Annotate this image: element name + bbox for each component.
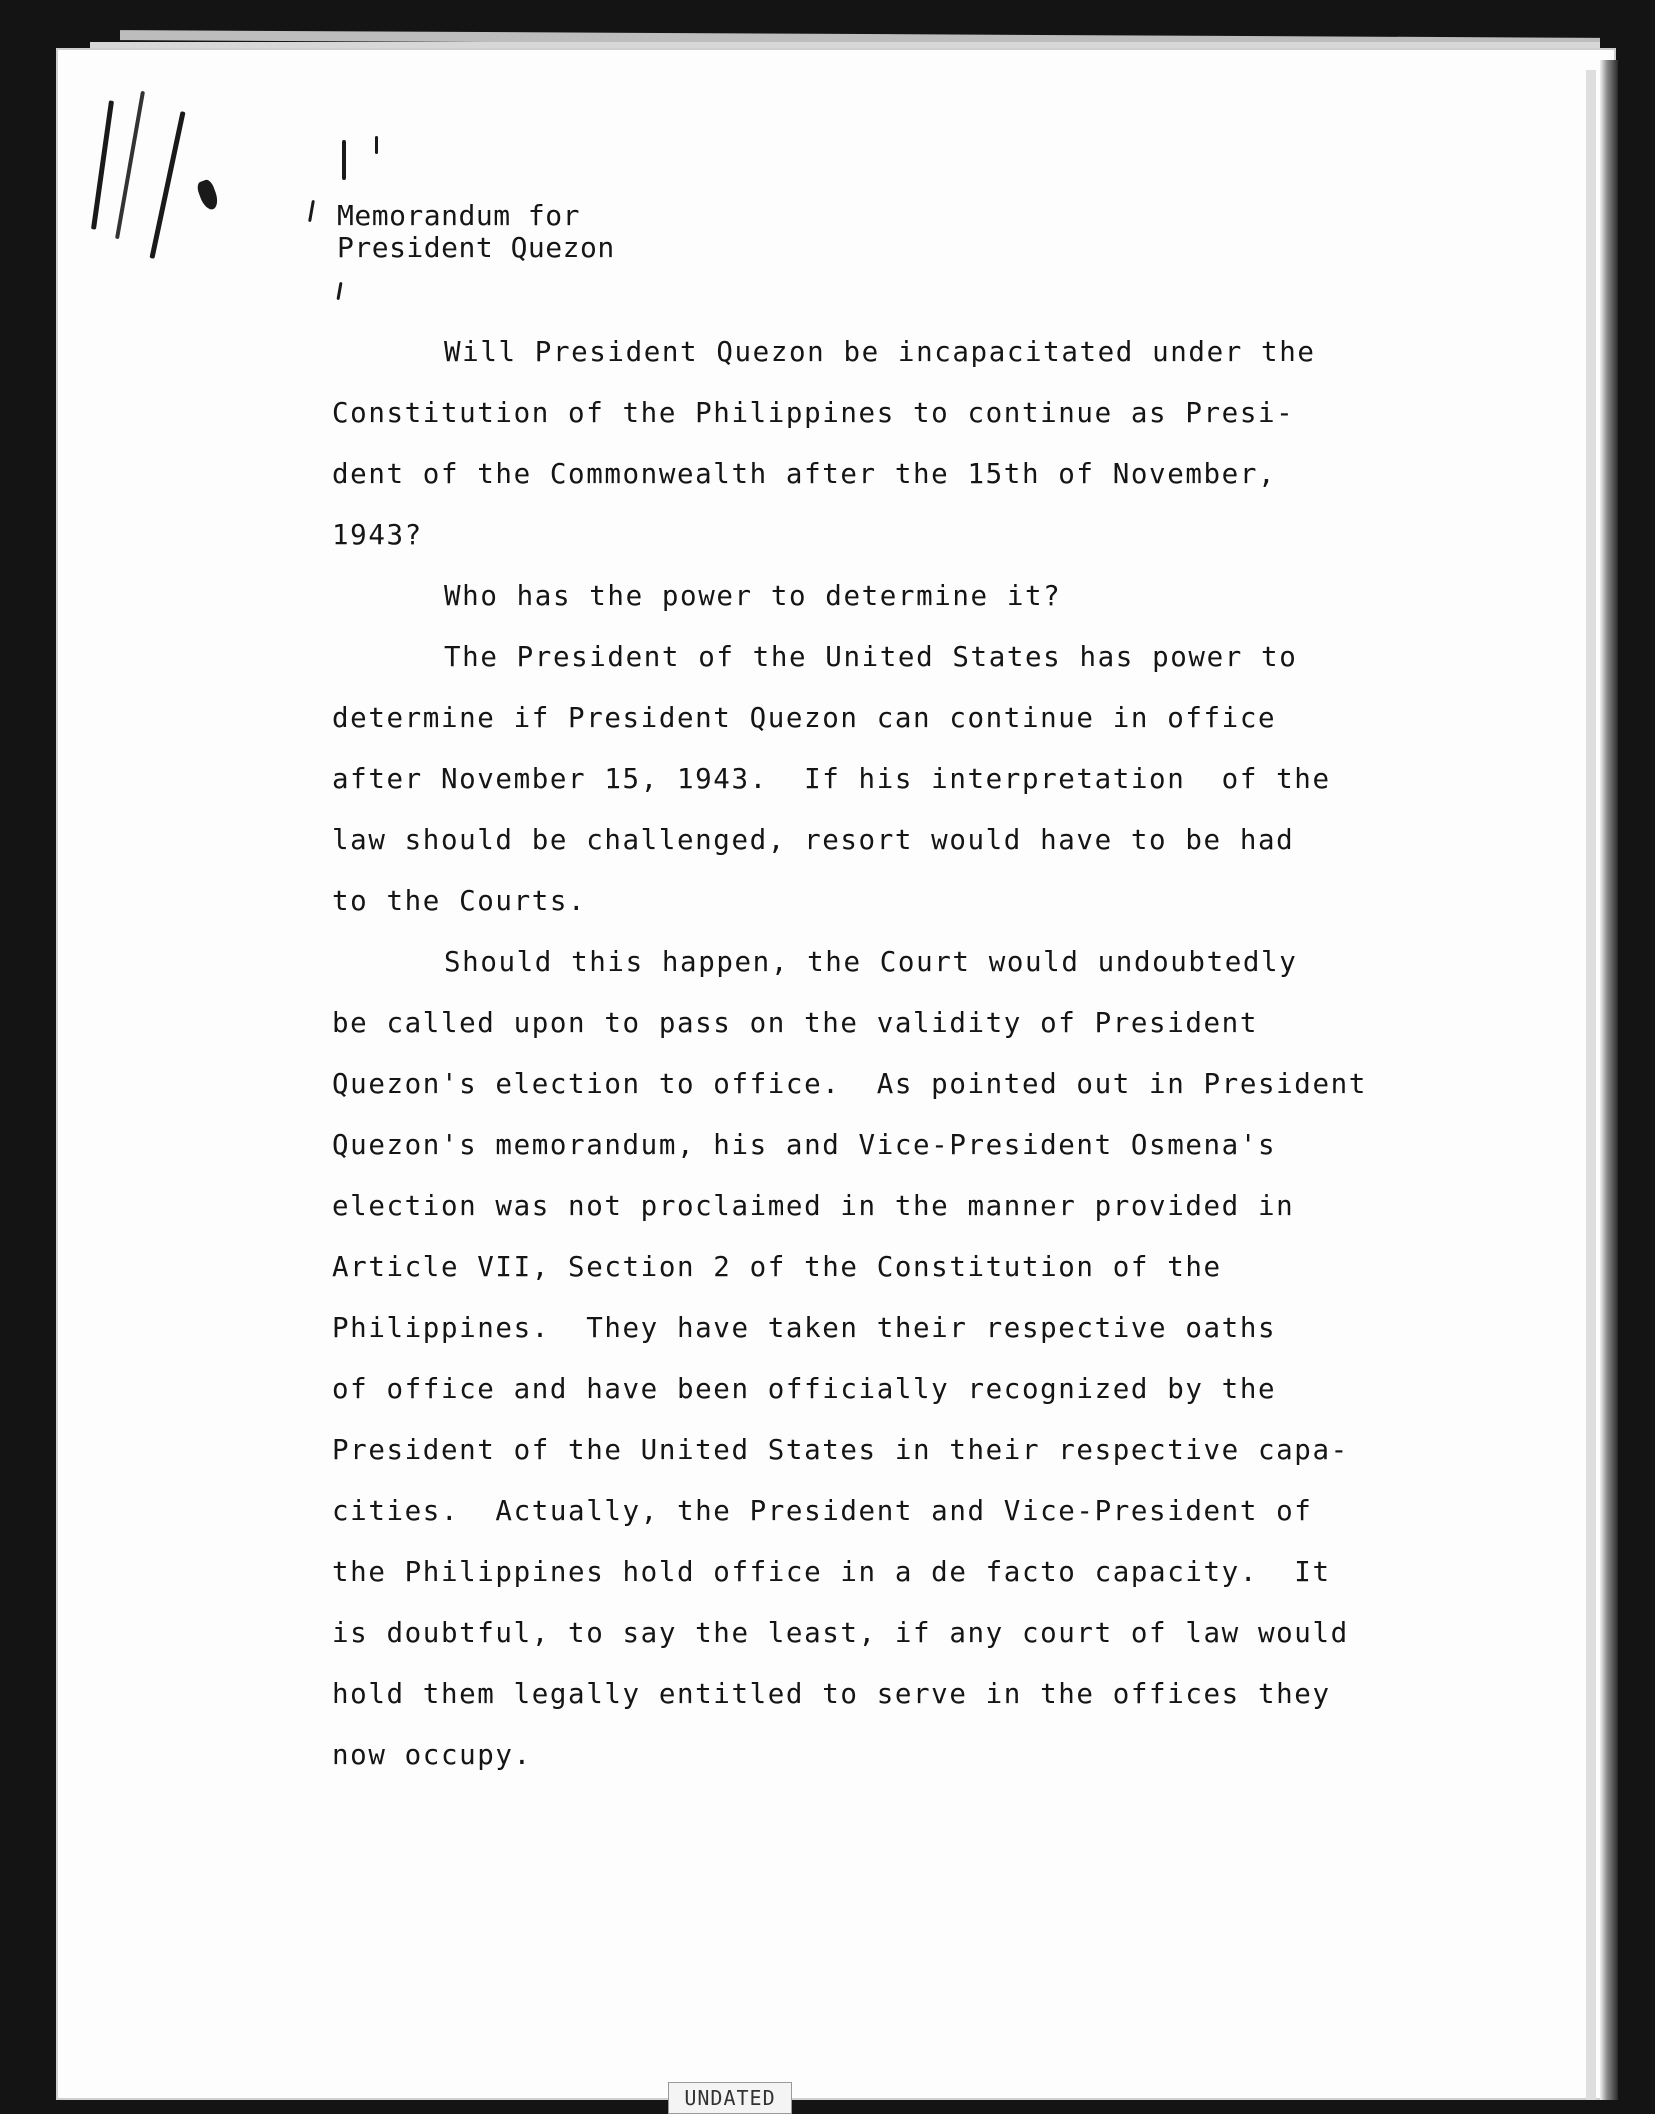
body-line: Quezon's memorandum, his and Vice-President Osmena's	[332, 1129, 1277, 1161]
sheet-edge-right-inner	[1586, 70, 1596, 2100]
margin-mark	[342, 140, 346, 180]
body-line: Article VII, Section 2 of the Constitution of the	[332, 1251, 1222, 1283]
paragraph-3	[332, 627, 1382, 932]
body-line: hold them legally entitled to serve in the offices they	[332, 1678, 1331, 1710]
body-line: election was not proclaimed in the manner provided in	[332, 1190, 1295, 1222]
body-line: Who has the power to determine it?	[444, 580, 1062, 612]
memo-heading-line-1: Memorandum for	[337, 199, 581, 232]
body-line: Will President Quezon be incapacitated under the	[444, 336, 1316, 368]
body-line: Should this happen, the Court would undoubtedly	[444, 946, 1298, 978]
body-line: cities. Actually, the President and Vice-President of	[332, 1495, 1313, 1527]
memo-heading-line-2: President Quezon	[337, 231, 615, 264]
body-line: be called upon to pass on the validity of President	[332, 1007, 1258, 1039]
body-line: President of the United States in their respective capa-	[332, 1434, 1349, 1466]
paragraph-4	[332, 932, 1382, 1786]
body-line: the Philippines hold office in a de facto capacity. It	[332, 1556, 1331, 1588]
body-line: of office and have been officially recognized by the	[332, 1373, 1277, 1405]
body-line: dent of the Commonwealth after the 15th of November,	[332, 458, 1277, 490]
body-line: Quezon's election to office. As pointed out in President	[332, 1068, 1367, 1100]
paragraph-1	[332, 322, 1382, 566]
memo-body	[332, 322, 1382, 1786]
body-line: is doubtful, to say the least, if any court of law would	[332, 1617, 1349, 1649]
margin-mark	[375, 136, 378, 154]
body-line: after November 15, 1943. If his interpretation of the	[332, 763, 1331, 795]
undated-stamp: UNDATED	[668, 2082, 792, 2114]
sheet-edge-right	[1600, 60, 1618, 2100]
body-line: 1943?	[332, 519, 423, 551]
body-line: determine if President Quezon can continue in office	[332, 702, 1277, 734]
body-line: Philippines. They have taken their respective oaths	[332, 1312, 1277, 1344]
body-line: now occupy.	[332, 1739, 532, 1771]
body-line: Constitution of the Philippines to continue as Presi-	[332, 397, 1295, 429]
memo-heading	[337, 200, 615, 264]
body-line: The President of the United States has power to	[444, 641, 1298, 673]
body-line: to the Courts.	[332, 885, 587, 917]
paragraph-2	[332, 566, 1382, 627]
body-line: law should be challenged, resort would have to be had	[332, 824, 1295, 856]
